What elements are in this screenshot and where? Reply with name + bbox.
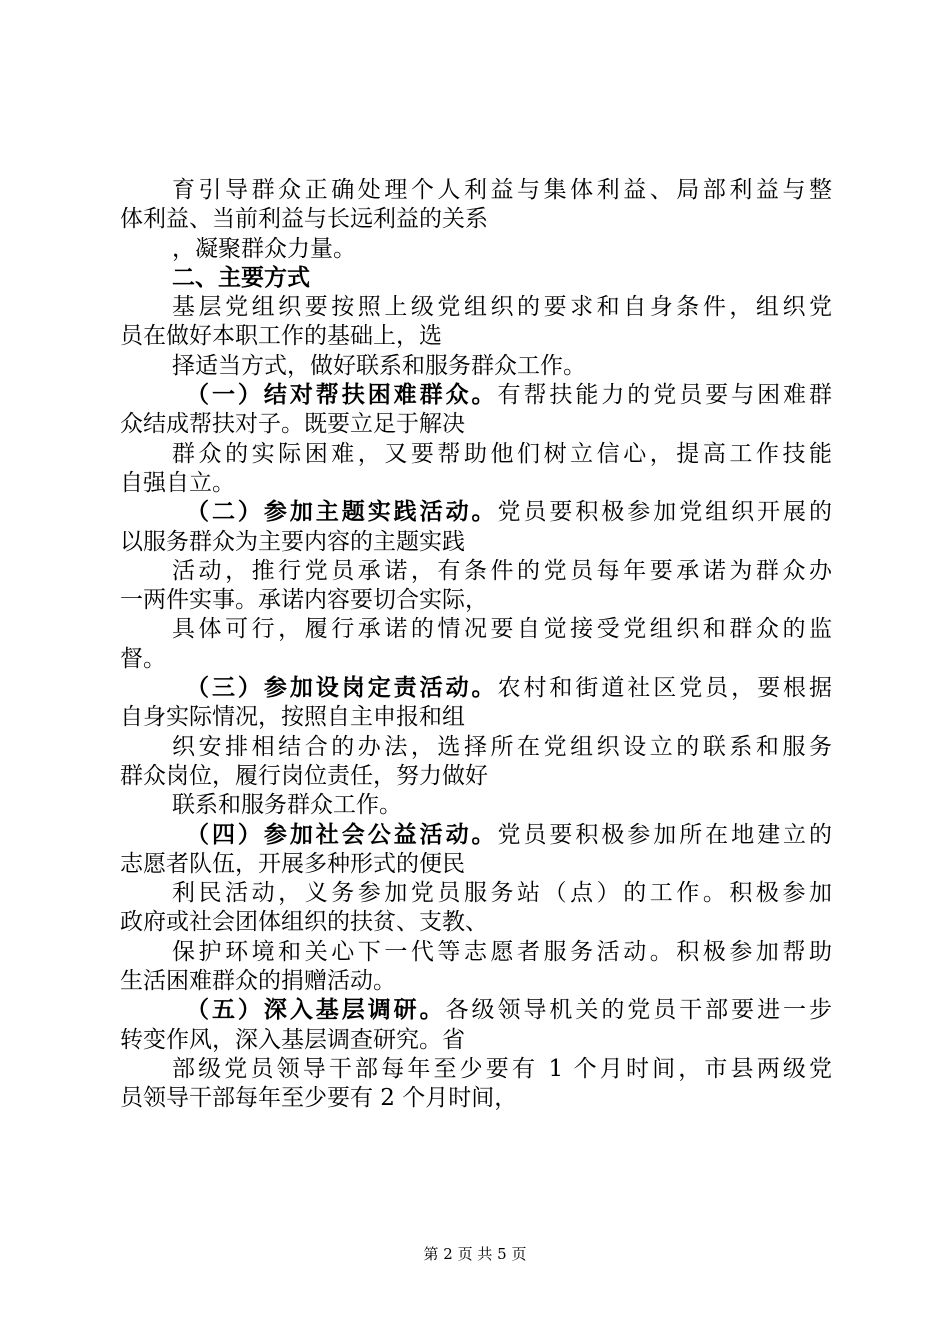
item-line	[120, 674, 832, 703]
text-line: 以服务群众为主要内容的主题实践	[120, 528, 465, 555]
text-line: 自身实际情况，按照自主申报和组	[120, 704, 465, 731]
text-line: 众结成帮扶对子。既要立足于解决	[120, 411, 465, 438]
document-body	[120, 176, 832, 1114]
item-title: （四）参加社会公益活动。	[186, 821, 498, 848]
text-line: 督。	[120, 645, 166, 672]
text-line: 自强自立。	[120, 469, 235, 496]
text-line: 体利益、当前利益与长远利益的关系	[120, 206, 488, 233]
text-line: 育引导群众正确处理个人利益与集体利益、局部利益与整	[172, 177, 832, 203]
item-title: （三）参加设岗定责活动。	[186, 675, 498, 702]
item-line	[120, 996, 832, 1025]
item-text: 有帮扶能力的党员要与困难群	[497, 382, 833, 409]
text-line: 活动，推行党员承诺，有条件的党员每年要承诺为群众办	[172, 557, 832, 584]
text-line: 织安排相结合的办法，选择所在党组织设立的联系和服务	[172, 733, 832, 760]
text-line: 志愿者队伍，开展多种形式的便民	[120, 850, 465, 877]
text-line: ，凝聚群众力量。	[172, 235, 356, 262]
text-line: 具体可行，履行承诺的情况要自觉接受党组织和群众的监	[172, 616, 832, 643]
item-line	[120, 821, 832, 850]
item-title: （二）参加主题实践活动。	[186, 499, 498, 526]
page-number: 第 2 页 共 5 页	[423, 1245, 527, 1263]
text-line: 一两件实事。承诺内容要切合实际，	[120, 587, 488, 614]
item-text: 党员要积极参加所在地建立的	[497, 821, 833, 848]
text-line: 利民活动，义务参加党员服务站（点）的工作。积极参加	[172, 880, 832, 907]
text-line: 部级党员领导干部每年至少要有 1 个月时间，市县两级党	[172, 1055, 832, 1082]
item-line	[120, 381, 832, 410]
text-line: 员在做好本职工作的基础上，选	[120, 323, 442, 350]
item-title: （五）深入基层调研。	[186, 997, 446, 1024]
text-line: 基层党组织要按照上级党组织的要求和自身条件，组织党	[172, 294, 832, 321]
item-line	[120, 498, 832, 527]
item-text: 党员要积极参加党组织开展的	[497, 499, 833, 526]
text-line: 转变作风，深入基层调查研究。省	[120, 1026, 465, 1053]
item-text: 农村和街道社区党员，要根据	[497, 675, 833, 702]
item-title: （一）结对帮扶困难群众。	[186, 382, 498, 409]
text-line: 群众岗位，履行岗位责任，努力做好	[120, 762, 488, 789]
text-line: 员领导干部每年至少要有 2 个月时间，	[120, 1085, 518, 1112]
text-line: 群众的实际困难，又要帮助他们树立信心，提高工作技能	[172, 440, 832, 467]
section-heading: 二、主要方式	[172, 264, 310, 291]
text-line: 择适当方式，做好联系和服务群众工作。	[172, 352, 586, 379]
item-text: 各级领导机关的党员干部要进一步	[445, 997, 833, 1024]
text-line: 政府或社会团体组织的扶贫、支教、	[120, 909, 488, 936]
text-line: 生活困难群众的捐赠活动。	[120, 968, 396, 995]
text-line: 联系和服务群众工作。	[172, 792, 402, 819]
text-line: 保护环境和关心下一代等志愿者服务活动。积极参加帮助	[172, 938, 832, 965]
